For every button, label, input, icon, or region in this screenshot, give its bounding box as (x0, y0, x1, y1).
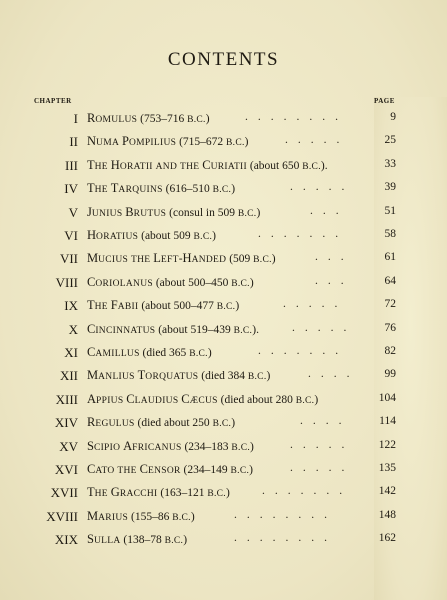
leader-dots: .... (300, 415, 352, 428)
chapter-title (87, 158, 377, 173)
chapter-name: THE FABII (87, 298, 139, 313)
leader-dots: ..... (283, 298, 348, 311)
toc-entry (0, 368, 447, 390)
chapter-number: VII (59, 251, 78, 267)
chapter-dates: (715–672 B.C.) (179, 136, 249, 149)
chapter-name: THE HORATII AND THE CURIATII (87, 157, 247, 172)
page-number: 25 (384, 134, 396, 147)
chapter-dates: (died 384 B.C.) (201, 370, 271, 383)
chapter-dates: (753–716 B.C.) (140, 113, 210, 125)
chapter-name: SCIPIO AFRICANUS (87, 438, 182, 453)
chapter-dates: (509 B.C.) (229, 253, 276, 266)
page-number: 99 (384, 368, 396, 381)
leader-dots: ....... (258, 345, 349, 357)
chapter-number: XI (64, 345, 78, 360)
chapter-dates: (about 500–450 B.C.) (155, 276, 254, 289)
page-number: 51 (384, 204, 396, 217)
leader-dots: ... (315, 251, 354, 264)
chapter-name: CAMILLUS (87, 345, 140, 359)
chapter-name: MUCIUS THE LEFT-HANDED (87, 251, 227, 266)
toc-entry (0, 181, 447, 203)
leader-dots: ..... (290, 462, 355, 474)
chapter-name: THE TARQUINS (87, 181, 163, 196)
chapter-number: III (65, 157, 78, 173)
page-title: CONTENTS (167, 49, 280, 70)
chapter-name: CATO THE CENSOR (87, 462, 181, 476)
toc-entry (0, 205, 447, 227)
toc-entry (0, 298, 447, 320)
leader-dots: ..... (285, 134, 350, 147)
chapter-name: NUMA POMPILIUS (87, 134, 177, 149)
chapter-title (87, 392, 377, 407)
toc-entry (0, 462, 447, 484)
chapter-number: XVI (54, 462, 78, 477)
page-number: 135 (378, 462, 396, 474)
leader-dots: .... (308, 368, 360, 381)
chapter-number: XII (59, 368, 78, 384)
leader-dots: ... (310, 204, 349, 217)
chapter-number: XIII (55, 391, 78, 407)
chapter-number: VIII (55, 274, 78, 290)
toc-entry (0, 322, 447, 344)
page-number: 39 (384, 181, 396, 194)
chapter-dates: (155–86 B.C.) (131, 510, 195, 523)
leader-dots: ........ (234, 532, 337, 545)
chapter-number: IV (64, 181, 78, 197)
chapter-name: ROMULUS (87, 111, 138, 125)
chapter-dates: (about 500–477 B.C.) (141, 300, 240, 313)
leader-dots: ........ (245, 111, 348, 123)
page-number: 72 (384, 298, 396, 311)
chapter-number: XVII (50, 485, 78, 501)
page-number: 33 (384, 157, 396, 170)
chapter-dates: (234–149 B.C.) (183, 464, 253, 476)
chapter-number: VI (64, 228, 78, 243)
toc-entry (0, 158, 447, 180)
leader-dots: ........ (234, 508, 337, 521)
chapter-name: THE GRACCHI (87, 485, 158, 500)
chapter-number: V (68, 204, 78, 220)
toc-entry (0, 134, 447, 156)
chapter-dates: (234–183 B.C.) (184, 440, 254, 453)
chapter-name: REGULUS (87, 415, 135, 430)
page-number: 148 (378, 508, 396, 521)
chapter-name: SULLA (87, 532, 121, 547)
page-number: 142 (378, 485, 396, 498)
chapter-number: I (73, 111, 78, 126)
chapter-dates: (163–121 B.C.) (160, 487, 230, 500)
chapter-name: JUNIUS BRUTUS (87, 204, 167, 219)
chapter-dates: (consul in 509 B.C.) (169, 206, 261, 219)
chapter-column-header: CHAPTER (34, 97, 72, 105)
chapter-name: HORATIUS (87, 228, 139, 242)
page-number: 122 (378, 438, 396, 451)
toc-entry (0, 392, 447, 414)
toc-entry (0, 111, 447, 133)
chapter-name: MARIUS (87, 508, 129, 523)
chapter-dates: (died about 250 B.C.) (137, 417, 236, 430)
toc-entry (0, 228, 447, 250)
chapter-name: MANLIUS TORQUATUS (87, 368, 199, 383)
page-column-header: PAGE (374, 97, 447, 600)
page-number: 114 (379, 415, 396, 428)
leader-dots: ..... (292, 321, 357, 334)
leader-dots: ... (315, 274, 354, 287)
leader-dots: ..... (290, 181, 355, 194)
chapter-number: XIX (54, 532, 78, 548)
page-number: 58 (384, 228, 396, 240)
chapter-dates: (about 509 B.C.) (141, 230, 216, 242)
chapter-number: II (69, 134, 78, 150)
chapter-number: IX (64, 298, 78, 314)
page-number: 76 (384, 321, 396, 334)
chapter-number: XVIII (46, 508, 78, 524)
toc-entry (0, 509, 447, 531)
leader-dots: ....... (262, 485, 353, 498)
toc-entry (0, 532, 447, 554)
chapter-dates: (about 650 B.C.). (249, 159, 328, 172)
toc-entry (0, 415, 447, 437)
page-number: 162 (378, 532, 396, 545)
toc-entry (0, 275, 447, 297)
page-number: 104 (378, 391, 396, 404)
chapter-dates: (about 519–439 B.C.). (158, 323, 259, 336)
toc-entry (0, 251, 447, 273)
toc-entry (0, 439, 447, 461)
chapter-number: X (68, 321, 78, 337)
page-number: 82 (384, 345, 396, 357)
chapter-dates: (died 365 B.C.) (142, 347, 212, 359)
toc-entry (0, 485, 447, 507)
page-number: 64 (384, 274, 396, 287)
chapter-name: CINCINNATUS (87, 321, 156, 336)
page-number: 61 (384, 251, 396, 264)
chapter-name: CORIOLANUS (87, 274, 153, 289)
chapter-dates: (616–510 B.C.) (165, 183, 236, 196)
chapter-name: APPIUS CLAUDIUS CÆCUS (87, 391, 218, 406)
toc-entry (0, 345, 447, 367)
leader-dots: ..... (290, 438, 355, 451)
chapter-number: XIV (54, 415, 78, 431)
chapter-dates: (died about 280 B.C.) (220, 393, 319, 406)
leader-dots: ....... (258, 228, 349, 240)
chapter-dates: (138–78 B.C.) (123, 534, 188, 547)
page-number: 9 (390, 111, 396, 123)
chapter-number: XV (59, 438, 78, 454)
